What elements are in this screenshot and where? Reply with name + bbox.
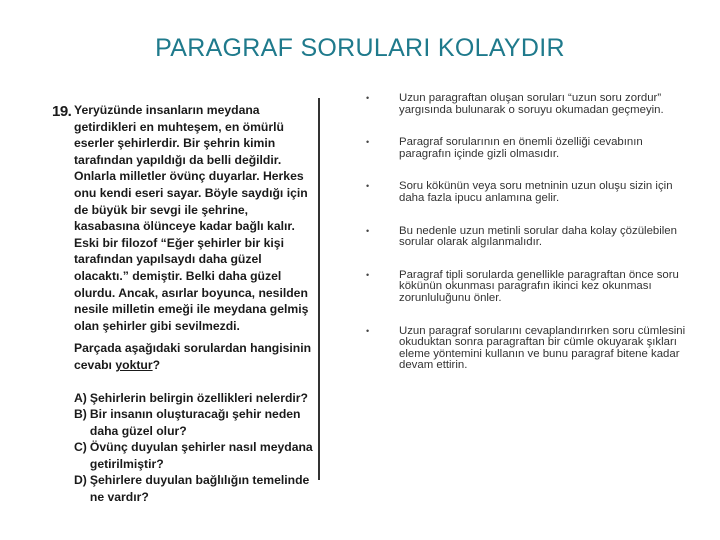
bullet-icon: • [366, 93, 370, 103]
tip-text: Bu nedenle uzun metinli sorular daha kolay çözülebilen sorular olarak algılanmalıdır. [399, 224, 677, 249]
bullet-icon: • [366, 137, 370, 148]
option-letter: A) [74, 390, 87, 405]
tip-text: Soru kökünün veya soru metninin uzun oluşu sizin için daha fazla ipucu anlamına gelir. [399, 180, 673, 204]
tip-text: Uzun paragraftan oluşan soruları “uzun soru zordur” yargısında bulunarak o soruyu okumadan geçmeyin. [399, 92, 664, 116]
option-letter: B) [74, 407, 87, 422]
bullet-icon: • [366, 325, 370, 336]
answer-option-b [74, 406, 314, 439]
bullet-icon: • [366, 225, 370, 236]
bullet-icon: • [366, 181, 370, 192]
option-letter: C) [74, 440, 87, 455]
page-title: PARAGRAF SORULARI KOLAYDIR [155, 34, 565, 62]
bullet-icon: • [366, 269, 370, 280]
option-text: Şehirlere duyulan bağlılığın temelinde ne vardır? [89, 473, 310, 505]
tip-item [366, 93, 686, 116]
question-number: 19. [52, 103, 72, 120]
tip-text: Paragraf sorularının en önemli özelliği cevabının paragrafın içinde gizli olmasıdır. [399, 136, 643, 160]
option-text: Bir insanın oluşturacağı şehir neden daha güzel olur? [89, 407, 301, 438]
question-block [52, 102, 314, 506]
tips-list [366, 93, 686, 393]
tip-item [366, 181, 686, 204]
option-text: Övünç duyulan şehirler nasıl meydana getirilmiştir? [89, 440, 313, 471]
tip-item [366, 326, 686, 372]
option-letter: D) [74, 473, 87, 488]
tip-text: Paragraf tipli sorularda genellikle paragraftan önce soru kökünün okunması paragrafın ikinci kez okunması zorunluluğunu önler. [399, 268, 679, 304]
answer-option-a [74, 390, 314, 407]
tip-item [366, 226, 686, 249]
question-prompt-end: ? [152, 357, 161, 372]
question-prompt-underlined: yoktur [115, 357, 153, 372]
answer-option-c [74, 439, 314, 472]
answer-option-d [74, 472, 314, 505]
question-prompt [74, 340, 314, 373]
vertical-divider [318, 98, 320, 480]
tip-item [366, 270, 686, 305]
question-paragraph: Yeryüzünde insanların meydana getirdikleri en muhteşem, en ömürlü eserler şehirlerdir. Bir şehrin kimin tarafından yapıldığı da belli değildir. Onlarla milletler övünç duyarlar. Herkes onu kendi eseri sayar. Böyle saydığı için de büyük bir sevgi ile şehrine, kasabasına ölünceye kadar bağlı kalır. Eski bir filozof “Eğer şehirler bir kişi tarafından yapılsaydı daha güzel olacaktı.” demiştir. Belki daha güzel olurdu. Ancak, asırlar boyunca, nesilden nesile milletin emeği ile meydana gelmiş olan şehirler gibi sevilmezdi. [74, 103, 309, 333]
answer-options [74, 390, 314, 506]
question-prompt-main: Parçada aşağıdaki sorulardan hangisinin cevabı [74, 341, 312, 372]
tip-item [366, 137, 686, 160]
tip-text: Uzun paragraf sorularını cevaplandırırken soru cümlesini okuduktan sonra paragraftan bir cümle okuyarak şıkları eleme yöntemini kullanın ve bunu paragraf bitene kadar devam ettirin. [399, 324, 686, 372]
option-text: Şehirlerin belirgin özellikleri nelerdir? [89, 390, 308, 405]
